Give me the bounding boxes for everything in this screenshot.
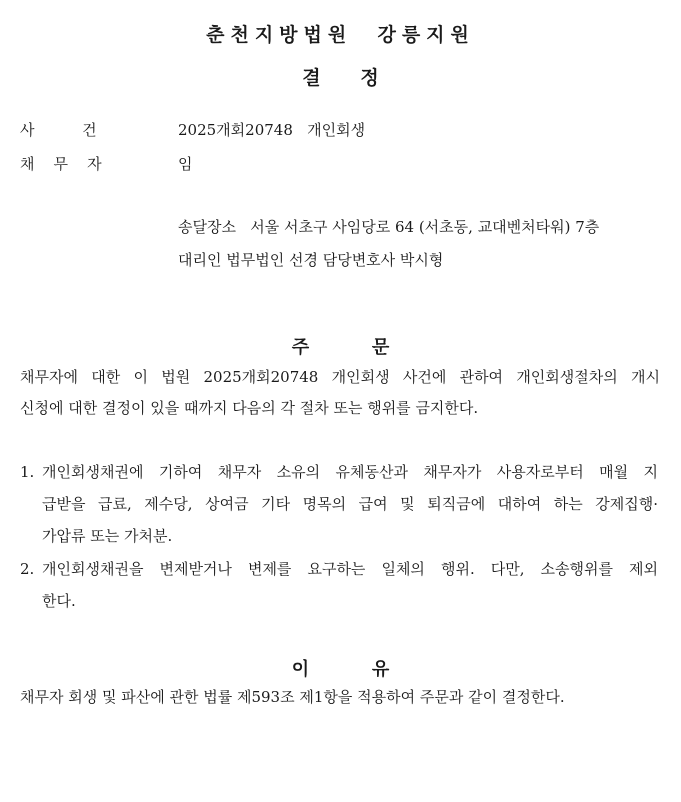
debtor-name: 임 <box>178 155 193 173</box>
order-item-number: 1. <box>20 463 35 481</box>
order-intro-line: 신청에 대한 결정이 있을 때까지 다음의 각 절차 또는 행위를 금지한다. <box>20 399 479 417</box>
reason-heading: 이 유 <box>291 659 390 680</box>
order-item-number: 2. <box>20 560 35 578</box>
order-item-line: 한다. <box>42 592 76 610</box>
order-item-line: 개인회생채권에 기하여 채무자 소유의 유체동산과 채무자가 사용자로부터 매월 지 <box>42 463 658 481</box>
delivery-address: 송달장소 서울 서초구 사임당로 64 (서초동, 교대벤처타워) 7층 <box>178 218 600 236</box>
order-item-line: 급받을 급료, 제수당, 상여금 기타 명목의 급여 및 퇴직금에 대하여 하는 강제집행· <box>42 495 658 513</box>
debtor-label: 채 무 자 <box>20 155 102 173</box>
order-heading: 주 문 <box>291 337 390 358</box>
document-title: 결 정 <box>302 67 379 89</box>
case-label: 사 건 <box>20 121 97 139</box>
case-number: 2025개회20748 개인회생 <box>178 121 366 139</box>
order-item-line: 개인회생채권을 변제받거나 변제를 요구하는 일체의 행위. 다만, 소송행위를 제외 <box>42 560 658 578</box>
court-name: 춘천지방법원 강릉지원 <box>206 24 475 46</box>
order-intro-line: 채무자에 대한 이 법원 2025개회20748 개인회생 사건에 관하여 개인회생절차의 개시 <box>20 368 660 386</box>
legal-agent: 대리인 법무법인 선경 담당변호사 박시형 <box>178 251 444 269</box>
order-item-line: 가압류 또는 가처분. <box>42 527 173 545</box>
reason-text: 채무자 회생 및 파산에 관한 법률 제593조 제1항을 적용하여 주문과 같이 결정한다. <box>20 688 565 706</box>
